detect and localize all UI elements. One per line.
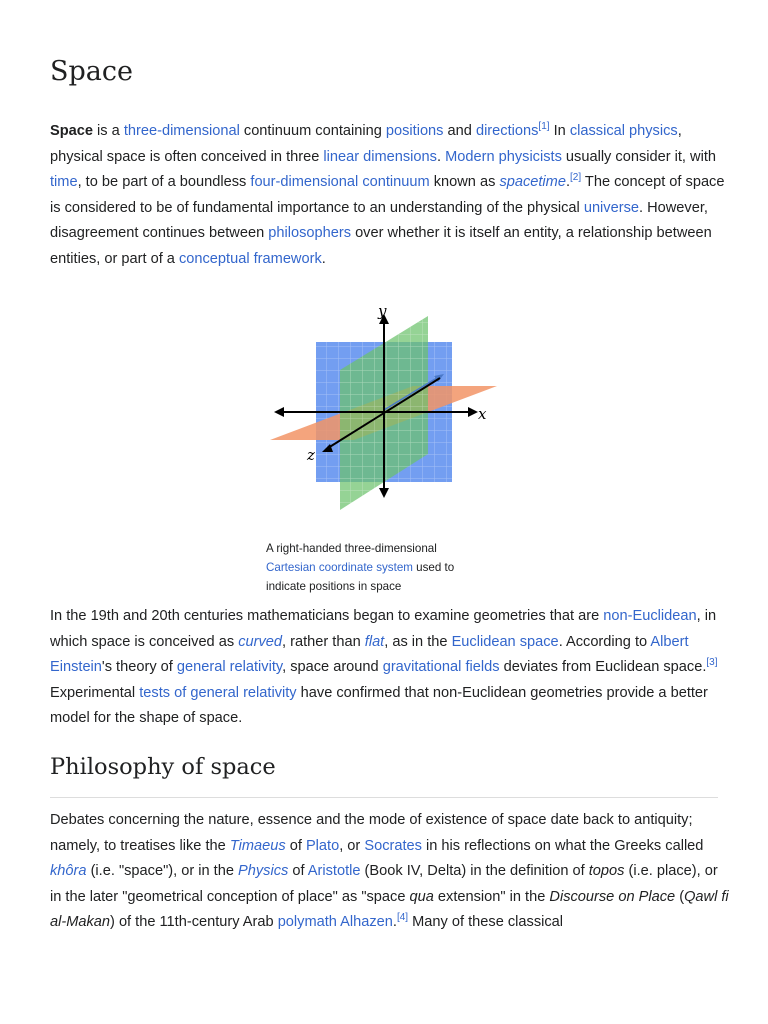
text: ) of the 11th-century Arab [110,914,278,931]
italic-link-text: flat [364,633,385,650]
link-flat[interactable] [365,634,384,650]
text: , physical space is often conceived in three [50,123,682,165]
link-three-dimensional[interactable]: three-dimensional [123,123,240,139]
link-positions[interactable]: positions [385,123,444,139]
reference-3[interactable]: [3] [706,657,718,669]
link-philosophers[interactable]: philosophers [268,225,352,242]
link-alhazen[interactable]: Alhazen [340,914,393,931]
link-gravitational-fields[interactable]: gravitational fields [382,659,500,676]
x-axis-arrowhead-pos [468,407,478,417]
link-classical-physics[interactable]: classical physics [569,123,678,139]
y-axis-arrowhead-neg [379,488,389,498]
text: over whether it is itself an entity, a relationship between entities, or part of a [50,225,712,267]
italic-term: qua [409,888,434,905]
text: . [392,914,397,931]
link-tests-of-general-relativity[interactable]: tests of general relativity [139,684,297,701]
text: deviates from Euclidean space. [499,659,707,676]
reference-1[interactable]: [1] [538,121,550,133]
link-khora[interactable] [50,863,87,879]
reference-2[interactable]: [2] [570,172,582,184]
caption-text: used to indicate positions in space [266,561,455,593]
link-physics[interactable] [238,863,288,879]
link-curved[interactable] [238,634,282,650]
bold-term: Space [50,123,93,139]
section-heading: Philosophy of space [50,754,276,780]
link-conceptual-framework[interactable]: conceptual framework [178,250,322,267]
text: usually consider it, with [561,148,716,165]
link-cartesian-coordinate-system[interactable]: Cartesian coordinate system [266,561,413,574]
link-general-relativity[interactable]: general relativity [176,659,283,676]
coordinate-system-illustration [266,298,506,518]
reference-4[interactable]: [4] [396,912,409,924]
link-albert-einstein[interactable]: Albert Einstein [50,633,689,676]
italic-term: Qawl fi al-Makan [50,888,729,931]
link-directions[interactable]: directions [475,123,539,139]
text: . [436,148,446,165]
link-aristotle[interactable]: Aristotle [307,863,361,880]
text: ( [675,888,685,905]
link-universe[interactable]: universe [583,199,639,216]
text: (i.e. place), or in the later "geometrical conception of place" as "space [50,863,718,905]
italic-link-text: curved [238,633,283,650]
italic-term: topos [588,863,625,880]
x-axis-label: x [478,405,487,423]
text: , in which space is conceived as [50,608,717,650]
text: is a [93,123,124,139]
link-time[interactable]: time [50,174,78,191]
text: in his reflections on what the Greeks called [421,837,704,854]
text: . However, disagreement continues between [50,199,708,242]
text: have confirmed that non-Euclidean geometries provide a better model for the shape of space. [50,684,708,727]
text: of [285,837,306,854]
text: . According to [558,633,651,650]
italic-link-text: khôra [50,863,87,880]
text: Debates concerning the nature, essence and the mode of existence of space date back to antiquity; namely, to treatises like the [50,812,693,854]
text: known as [429,174,500,191]
intro-paragraph [50,119,730,273]
text: In [549,123,570,139]
text: 's theory of [101,659,177,676]
text: In the 19th and 20th centuries mathematicians began to examine geometries that are [50,608,604,624]
text: , as in the [384,633,452,650]
page-title: Space [50,56,133,87]
text: , or [339,837,365,854]
link-linear-dimensions[interactable]: linear dimensions [323,148,437,165]
link-spacetime[interactable] [499,174,566,190]
text: , space around [282,659,383,676]
text: and [443,123,476,139]
text: , to be part of a boundless [77,174,251,191]
link-polymath[interactable]: polymath [277,914,337,931]
text: . [321,250,326,267]
italic-term: Discourse on Place [549,888,676,905]
figure-image[interactable] [266,298,506,518]
text: (i.e. "space"), or in the [86,863,239,880]
text: The concept of space is considered to be of fundamental importance to an understanding of the physical [50,174,725,216]
text: of [288,863,308,880]
body-paragraph [50,808,730,936]
x-axis-arrowhead-neg [274,407,284,417]
italic-link-text: Physics [238,863,289,880]
link-timaeus[interactable] [230,838,286,854]
z-axis-label: z [307,446,315,464]
link-socrates[interactable]: Socrates [364,837,422,854]
body-paragraph [50,604,730,732]
text: . [565,174,571,191]
text: extension" in the [433,888,550,905]
link-plato[interactable]: Plato [305,837,340,854]
link-euclidean-space[interactable]: Euclidean space [451,633,559,650]
text: Many of these classical [408,914,564,931]
text: , rather than [282,633,365,650]
italic-link-text: spacetime [499,174,566,191]
link-modern-physicists[interactable]: Modern physicists [445,148,562,165]
link-four-dimensional-continuum[interactable]: four-dimensional continuum [250,174,430,191]
figure-caption [266,539,486,596]
text: Experimental [50,684,140,701]
caption-text: A right-handed three-dimensional [266,542,437,555]
text: (Book IV, Delta) in the definition of [360,863,589,880]
text: continuum containing [239,123,386,139]
section-divider [50,797,718,798]
italic-link-text: Timaeus [229,837,286,854]
link-non-euclidean[interactable]: non-Euclidean [603,608,697,624]
y-axis-label: y [378,302,387,320]
